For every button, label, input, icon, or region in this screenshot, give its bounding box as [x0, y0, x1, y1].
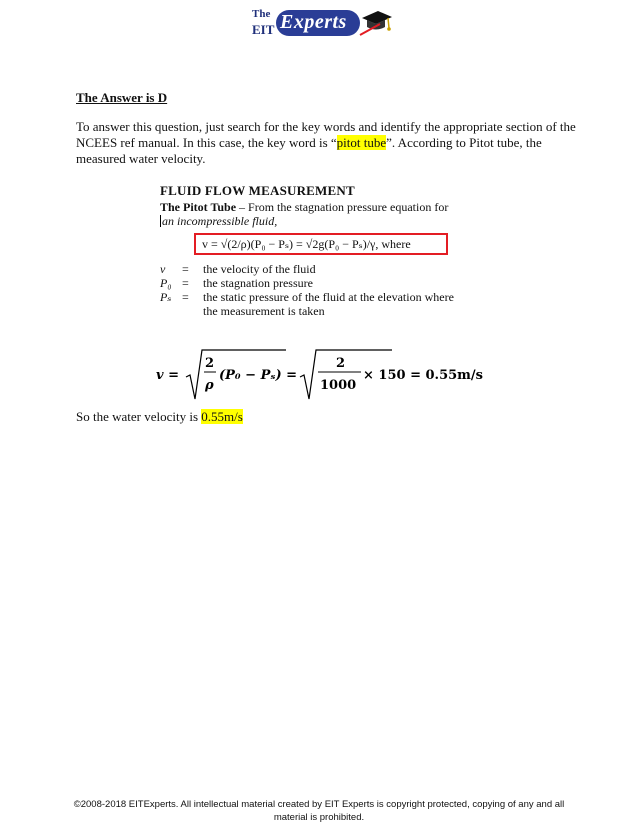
- text-cursor: [160, 215, 161, 227]
- velocity-calculation: [156, 345, 486, 405]
- logo-word-eit: EIT: [252, 22, 275, 37]
- graduation-cap-icon: [358, 8, 394, 38]
- definition-symbol: v: [160, 262, 166, 276]
- eit-experts-logo: [246, 6, 396, 46]
- definition-text: the stagnation pressure: [203, 276, 313, 290]
- reference-section-title: FLUID FLOW MEASUREMENT: [160, 183, 355, 198]
- definition-text: the velocity of the fluid: [203, 262, 316, 276]
- definition-equals: =: [182, 290, 189, 304]
- highlighted-answer: 0.55m/s: [201, 409, 243, 424]
- pitot-equation-highlight-box: [194, 233, 448, 255]
- highlighted-keyword: pitot tube: [336, 135, 387, 150]
- intro-paragraph: [76, 119, 576, 167]
- fraction-denominator: 1000: [320, 378, 357, 393]
- logo-word-the: The: [252, 8, 271, 20]
- definition-symbol: Pₛ: [160, 290, 172, 304]
- reference-subtitle-line2-text: an incompressible fluid,: [162, 214, 278, 228]
- answer-heading: The Answer is D: [76, 90, 168, 105]
- formula-result: × 150 = 0.55m/s: [363, 368, 483, 383]
- intro-text-before: To answer this question, just search for the key words and identify the appropriate section of the NCEES ref manual. In this case, the key word is “: [76, 119, 576, 150]
- reference-subtitle-line2: [160, 214, 277, 229]
- logo-word-experts: Experts: [280, 11, 347, 33]
- fraction-denominator: ρ: [205, 378, 214, 393]
- reference-subtitle-bold: The Pitot Tube: [160, 200, 237, 214]
- fraction-numerator: 2: [336, 356, 346, 371]
- conclusion-text: So the water velocity is: [76, 409, 202, 424]
- reference-subtitle: [160, 200, 448, 215]
- conclusion-sentence: [76, 409, 243, 425]
- pressure-difference: (P₀ − Pₛ) =: [219, 368, 298, 383]
- definition-equals: =: [182, 276, 189, 290]
- fraction-numerator: 2: [205, 356, 215, 371]
- definition-text: the measurement is taken: [203, 304, 325, 318]
- intro-text-after: ”. According to Pitot tube, the measured water velocity.: [76, 135, 542, 166]
- definition-text: the static pressure of the fluid at the elevation where: [203, 290, 454, 304]
- pitot-equation: v = √(2/ρ)(P₀ − Pₛ) = √2g(P₀ − Pₛ)/γ, where: [202, 237, 411, 251]
- formula-lhs: v =: [156, 368, 179, 383]
- reference-subtitle-rest: – From the stagnation pressure equation for: [236, 200, 449, 214]
- definition-symbol: P₀: [160, 276, 172, 290]
- copyright-footer: ©2008-2018 EITExperts. All intellectual material created by EIT Experts is copyright protected, copying of any and all material is prohibited.: [73, 799, 565, 823]
- definition-equals: =: [182, 262, 189, 276]
